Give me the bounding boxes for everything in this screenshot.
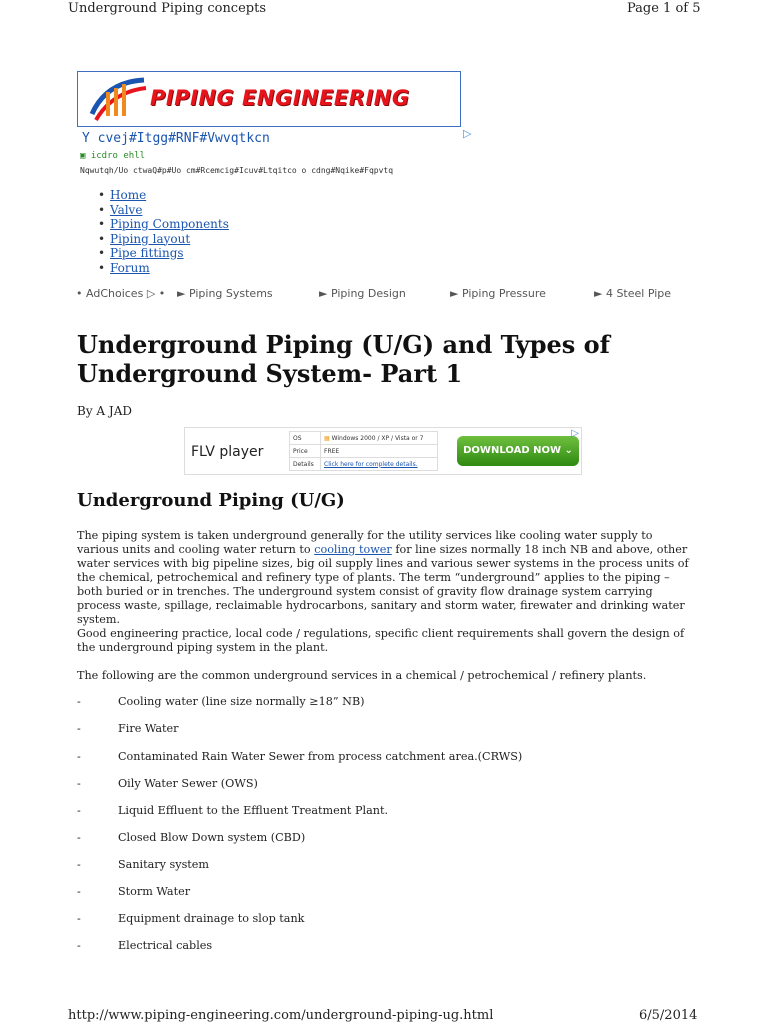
adchoices-label[interactable]: • AdChoices ▷ • (76, 287, 166, 300)
print-footer-date: 6/5/2014 (639, 1008, 698, 1023)
flv-ad-value: ▦ Windows 2000 / XP / Vista or 7 (321, 432, 438, 445)
flv-ad-key: Details (290, 458, 321, 471)
paragraph-practice: Good engineering practice, local code / regulations, specific client requirements shall govern the design of the underground piping system in the plant. (77, 627, 685, 654)
windows-icon: ▦ (324, 434, 332, 442)
nav-link-piping-layout[interactable]: Piping layout (110, 231, 191, 246)
ad-link-steel-pipe[interactable]: ► 4 Steel Pipe (594, 287, 672, 300)
ad-garbled-link[interactable]: Y cvej#Itgg#RNF#Vwvqtkcn (82, 131, 270, 146)
nav-link-pipe-fittings[interactable]: Pipe fittings (110, 246, 184, 260)
section-heading: Underground Piping (U/G) (77, 490, 345, 511)
flv-ad-title: FLV player (191, 444, 264, 460)
nav-item-home (98, 188, 229, 203)
adchoices-icon: ▷ (146, 287, 156, 300)
site-nav (98, 188, 229, 275)
flv-ad-key: OS (290, 432, 321, 445)
print-footer-url: http://www.piping-engineering.com/underground-piping-ug.html (68, 1008, 494, 1023)
ad-garbled-line: ▣ icdro ehll (80, 151, 146, 161)
flv-ad-value: FREE (321, 445, 438, 458)
nav-item-valve (98, 203, 229, 218)
flv-ad-key: Price (290, 445, 321, 458)
nav-link-valve[interactable]: Valve (110, 202, 143, 217)
nav-link-home[interactable]: Home (110, 188, 147, 202)
article-title: Underground Piping (U/G) and Types of Underground System- Part 1 (77, 330, 611, 388)
ad-link-piping-pressure[interactable]: ► Piping Pressure (450, 287, 546, 300)
cooling-tower-link[interactable]: cooling tower (314, 543, 392, 556)
ad-choices-icon[interactable]: ▷ (571, 428, 579, 439)
ad-link-piping-systems[interactable]: ► Piping Systems (177, 287, 273, 300)
paragraph-intro: The piping system is taken underground generally for the utility services like cooling water supply to various units and cooling water return to cooling tower for line sizes normally 18 inch NB and above, other water services with big pipeline sizes, big oil supply lines and various sewer systems in the process units of the chemical, petrochemical and refinery type of plants. The term “underground” applies to the piping – both buried or in trenches. The underground system consist of gravity flow drainage system carrying process waste, spillage, reclaimable hydrocarbons, sanitary and storm water, firewater and drinking water system. (77, 529, 689, 626)
article-byline: By A JAD (77, 404, 132, 418)
paragraph-services-intro: The following are the common underground services in a chemical / petrochemical / refinery plants. (77, 669, 647, 682)
nav-item-piping-components (98, 217, 229, 232)
ad-link-piping-design[interactable]: ► Piping Design (319, 287, 406, 300)
flv-ad-table (289, 431, 438, 471)
nav-link-forum[interactable]: Forum (110, 260, 150, 275)
flv-ad-details-link[interactable]: Click here for complete details. (321, 458, 438, 471)
nav-item-piping-layout (98, 232, 229, 247)
print-header-page: Page 1 of 5 (627, 1, 701, 16)
logo-text: PIPING ENGINEERING (150, 86, 410, 110)
print-header-title: Underground Piping concepts (68, 1, 267, 16)
ad-garbled-text: Nqwutqh/Uo ctwaQ#p#Uo cm#Rcemcig#Icuv#Ltqitco o cdng#Nqike#Fqpvtq (80, 166, 394, 175)
nav-link-piping-components[interactable]: Piping Components (110, 217, 229, 231)
site-banner[interactable] (77, 71, 461, 127)
nav-item-pipe-fittings (98, 246, 229, 261)
flv-player-ad[interactable] (184, 427, 582, 475)
ad-choices-icon[interactable]: ▷ (463, 127, 472, 140)
ad-image-icon: ▣ (80, 151, 91, 161)
nav-item-forum (98, 261, 229, 276)
piping-logo-icon (86, 74, 152, 126)
download-now-button[interactable]: DOWNLOAD NOW ⌄ (457, 436, 579, 466)
